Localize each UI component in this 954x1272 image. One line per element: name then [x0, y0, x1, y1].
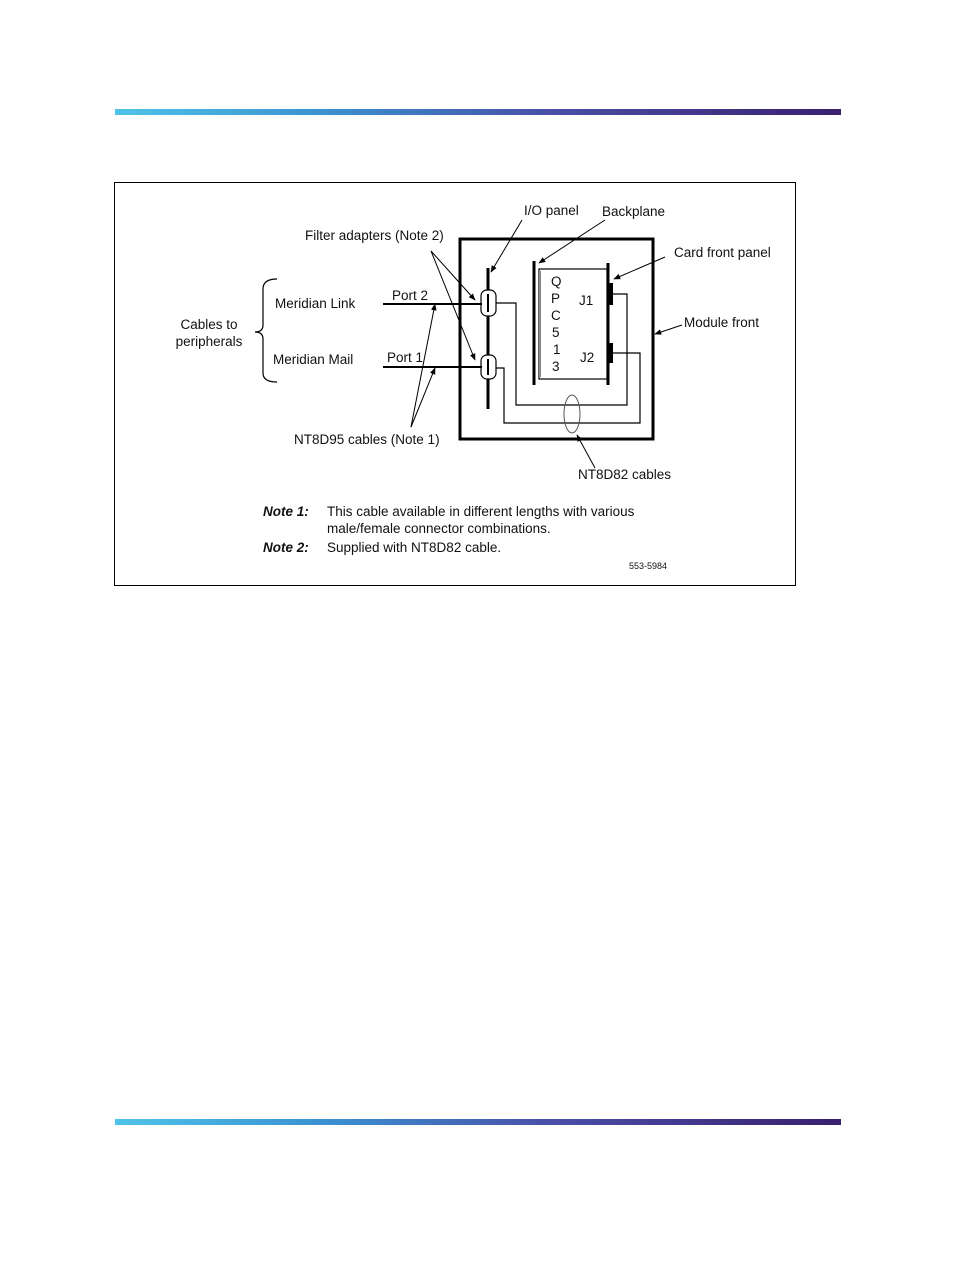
meridian-link-label: Meridian Link — [275, 296, 356, 311]
card-letter: P — [551, 291, 561, 306]
note-1-head: Note 1: — [263, 504, 309, 519]
note-2-text-line1: Supplied with NT8D82 cable. — [327, 540, 502, 555]
nt8d82-cable-bundle — [564, 395, 580, 433]
j2-connector — [607, 343, 613, 363]
backplane-label: Backplane — [602, 204, 666, 219]
card-letter: Q — [551, 274, 562, 289]
header-rule — [115, 109, 841, 115]
nt8d95-cables-label: NT8D95 cables (Note 1) — [294, 432, 440, 447]
module-front-label: Module front — [684, 315, 760, 330]
notes — [263, 504, 635, 555]
note-2-head: Note 2: — [263, 540, 309, 555]
cables-to-peripherals-label-1: Cables to — [180, 317, 238, 332]
note-1-text-line1: This cable available in different lengths with various — [327, 504, 635, 519]
card-letter: C — [551, 308, 561, 323]
j1-connector — [607, 283, 613, 305]
card-front-panel-label: Card front panel — [674, 245, 771, 260]
cable-diagram — [115, 183, 797, 587]
note-1-text-line2: male/female connector combinations. — [327, 521, 551, 536]
footer-rule — [115, 1119, 841, 1125]
port1-label: Port 1 — [387, 350, 424, 365]
figure-id: 553-5984 — [629, 561, 668, 571]
filter-adapters-label: Filter adapters (Note 2) — [305, 228, 444, 243]
cable-diagram-figure — [114, 182, 796, 586]
card-letter: 1 — [553, 342, 561, 357]
cables-to-peripherals-label-2: peripherals — [175, 334, 243, 349]
card-letter: 5 — [552, 325, 560, 340]
qpc513-card — [539, 269, 607, 379]
io-panel-label: I/O panel — [524, 203, 579, 218]
nt8d82-cable-j2 — [496, 353, 640, 423]
port2-label: Port 2 — [392, 288, 429, 303]
card-letter: 3 — [552, 359, 560, 374]
card-letters — [551, 274, 562, 374]
j2-label: J2 — [580, 350, 595, 365]
meridian-mail-label: Meridian Mail — [273, 352, 354, 367]
j1-label: J1 — [579, 293, 594, 308]
nt8d82-cables-label: NT8D82 cables — [578, 467, 672, 482]
